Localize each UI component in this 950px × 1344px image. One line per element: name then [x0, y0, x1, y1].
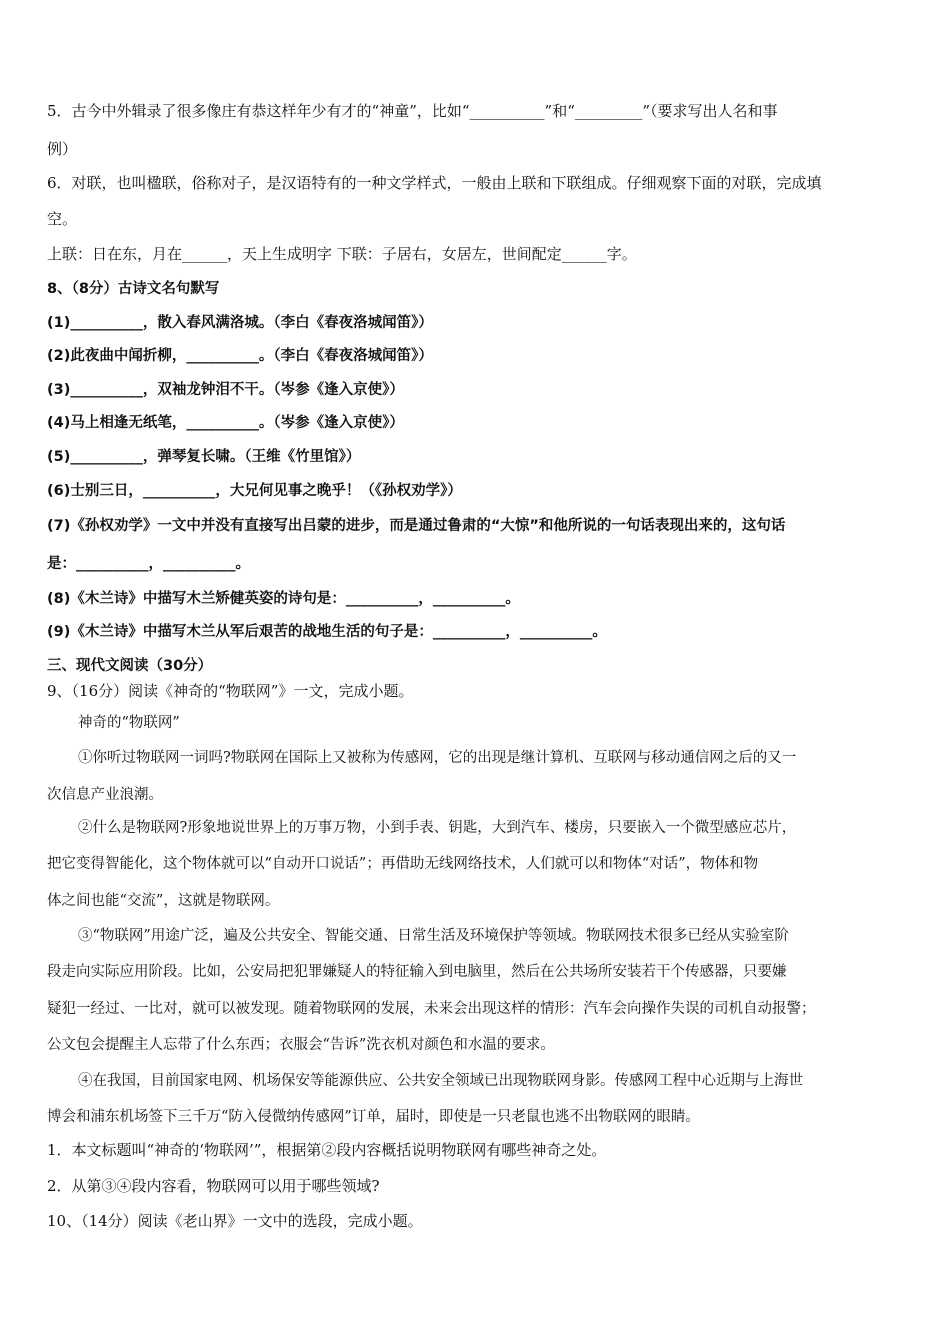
q10-header: 10、（14分）阅读《老山界》一文中的选段，完成小题。: [47, 1212, 423, 1230]
q8-item: (6)士别三日，__________，大兄何见事之晚乎！（《孙权劝学》）: [47, 483, 462, 499]
passage-paragraph: ②什么是物联网?形象地说世界上的万事万物，小到手表、钥匙，大到汽车、楼房，只要嵌入一个微型感应芯片，: [78, 820, 797, 836]
q8-item: (7)《孙权劝学》一文中并没有直接写出吕蒙的进步，而是通过鲁肃的“大惊”和他所说的一句话表现出来的，这句话: [47, 518, 786, 534]
passage-paragraph: ①你听过物联网一词吗?物联网在国际上又被称为传感网，它的出现是继计算机、互联网与移动通信网之后的又一: [78, 750, 797, 766]
q8-item: 是：__________，__________。: [47, 556, 250, 572]
passage-paragraph: 次信息产业浪潮。: [47, 787, 163, 803]
q9-header: 9、（16分）阅读《神奇的“物联网”》一文，完成小题。: [47, 682, 414, 700]
q8-item: (1)__________，散入春风满洛城。（李白《春夜洛城闻笛》）: [47, 315, 433, 331]
q6-line-2: 空。: [47, 210, 78, 228]
passage-paragraph: 把它变得智能化，这个物体就可以“自动开口说话”；再借助无线网络技术，人们就可以和物体“对话”，物体和物: [47, 856, 759, 872]
q8-item: (4)马上相逢无纸笔，__________。（岑参《逢入京使》）: [47, 415, 404, 431]
q8-header: 8、（8分）古诗文名句默写: [47, 281, 220, 297]
q6-line-1: 6．对联，也叫楹联，俗称对子，是汉语特有的一种文学样式，一般由上联和下联组成。仔细观察下面的对联，完成填: [47, 174, 822, 192]
q8-item: (8)《木兰诗》中描写木兰矫健英姿的诗句是：__________，__________。: [47, 591, 520, 607]
q8-item: (5)__________，弹琴复长啸。（王维《竹里馆》）: [47, 449, 361, 465]
q8-item: (2)此夜曲中闻折柳，__________。（李白《春夜洛城闻笛》）: [47, 348, 433, 364]
q9-subquestion-2: 2．从第③④段内容看，物联网可以用于哪些领域?: [47, 1177, 380, 1195]
passage-paragraph: 疑犯一经过、一比对，就可以被发现。随着物联网的发展，未来会出现这样的情形：汽车会向操作失误的司机自动报警；: [47, 1001, 816, 1017]
q6-couplet: 上联：日在东，月在______，天上生成明字 下联：子居右，女居左，世间配定______字。: [47, 245, 637, 263]
passage-title: 神奇的“物联网”: [78, 715, 180, 731]
q9-subquestion-1: 1．本文标题叫“神奇的‘物联网’”，根据第②段内容概括说明物联网有哪些神奇之处。: [47, 1141, 607, 1159]
q8-item: (3)__________，双袖龙钟泪不干。（岑参《逢入京使》）: [47, 382, 404, 398]
passage-paragraph: 博会和浦东机场签下三千万“防入侵微纳传感网”订单，届时，即使是一只老鼠也逃不出物联网的眼睛。: [47, 1109, 700, 1125]
passage-paragraph: 公文包会提醒主人忘带了什么东西；衣服会“告诉”洗衣机对颜色和水温的要求。: [47, 1037, 555, 1053]
q5-line-2: 例）: [47, 140, 78, 158]
passage-paragraph: ③“物联网”用途广泛，遍及公共安全、智能交通、日常生活及环境保护等领域。物联网技术很多已经从实验室阶: [78, 928, 789, 944]
section-3-header: 三、现代文阅读（30分）: [47, 658, 213, 674]
passage-paragraph: 体之间也能“交流”，这就是物联网。: [47, 893, 280, 909]
passage-paragraph: ④在我国，目前国家电网、机场保安等能源供应、公共安全领域已出现物联网身影。传感网工程中心近期与上海世: [78, 1073, 803, 1089]
passage-paragraph: 段走向实际应用阶段。比如，公安局把犯罪嫌疑人的特征输入到电脑里，然后在公共场所安装若干个传感器，只要嫌: [47, 964, 787, 980]
q8-item: (9)《木兰诗》中描写木兰从军后艰苦的战地生活的句子是：__________，__________。: [47, 624, 607, 640]
q5-line-1: 5．古今中外辑录了很多像庄有恭这样年少有才的“神童”，比如“__________”和“_________”（要求写出人名和事: [47, 102, 778, 120]
